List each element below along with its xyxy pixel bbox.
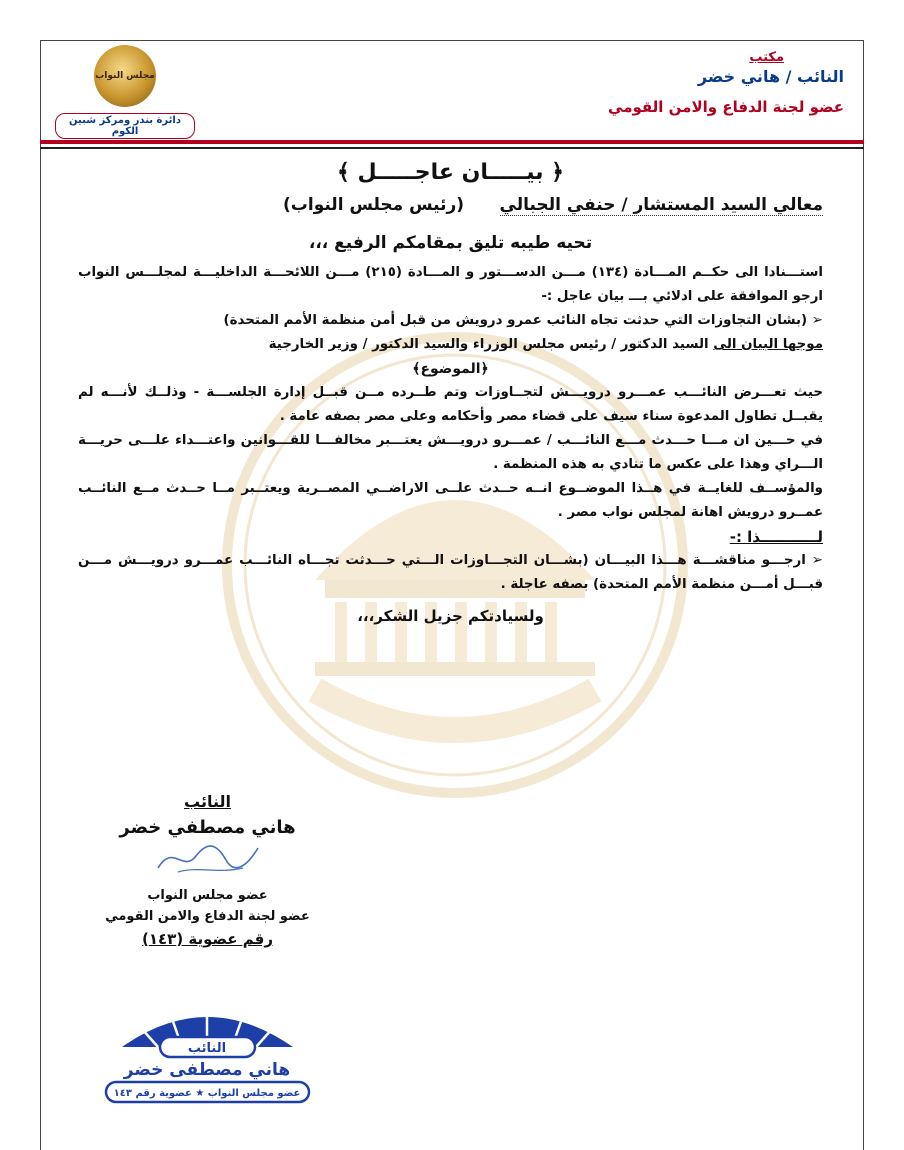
addressee-line (78, 195, 823, 215)
directed-to-line (78, 333, 823, 357)
header-rule-red (40, 140, 864, 144)
parliament-seal-icon (94, 45, 156, 107)
header-rule-dark (40, 147, 864, 149)
committee-label: عضو لجنة الدفاع والامن القومي (608, 98, 844, 116)
intro-paragraph: استـــنادا الى حكــم المـــادة (١٣٤) مـــن الدســـتور و المـــادة (٢١٥) مـــن اللائحـــة الداخليـــة لمجلـــس النواب ارجو الموافقة على ادلائي بـــ بيان عاجل :- (78, 265, 824, 304)
directed-label: موجها البيان الى (713, 337, 823, 352)
subject-heading: ﴿الموضوع﴾ (412, 361, 489, 377)
signature-role: النائب (184, 792, 231, 811)
district-badge: دائرة بندر ومركز شبين الكوم (55, 113, 195, 139)
seal-text: مجلس النواب (95, 71, 155, 81)
letter-body (78, 160, 823, 625)
directed-to: السيد الدكتور / رئيس مجلس الوزراء والسيد الدكتور / وزير الخارجية (268, 337, 709, 352)
stamp-footer: عضو مجلس النواب ★ عضوية رقم ١٤٣ (113, 1088, 301, 1099)
handwritten-signature-icon (148, 838, 268, 878)
addressee-name: معالي السيد المستشار / حنفي الجبالي (499, 195, 823, 215)
subject-paragraph-2: في حـــين ان مـــا حـــدث مـــع النائـــب / عمـــرو درويـــش يعتـــبر مخالفـــا للقـــوانين واعتـــداء علـــى حريـــة الـــراي وهذا على عكس ما تنادي به هذه المنظمة . (78, 433, 823, 472)
letterhead-seal-block (55, 45, 195, 139)
greeting: تحيه طيبه تليق بمقامكم الرفيع ،،، (308, 233, 593, 253)
deputy-name: النائب / هاني خضر (697, 67, 844, 86)
signature-committee: عضو لجنة الدفاع والامن القومي (105, 909, 310, 924)
stamp-name: هاني مصطفى خضر (123, 1060, 291, 1080)
stamp-role: النائب (187, 1041, 227, 1056)
signature-name: هاني مصطفي خضر (119, 817, 296, 838)
subject-paragraph-3: والمؤســف للغايــة في هــذا الموضــوع انــه حــدث علــى الاراضــي المصــرية ويعتــبر مــا حــدث مــع النائــب عمــرو درويش اهانة لمجلس نواب مصر . (78, 481, 823, 520)
letterhead-office (584, 50, 844, 116)
therefore-heading: لـــــــــــذا :- (729, 528, 823, 546)
request-bullet: ➢ ارجـــو مناقشـــة هـــذا البيـــان (بشـــان التجـــاوزات الـــتي حـــدثت تجـــاه النائـــب عمـــرو درويـــش مـــن قبـــل أمـــن منظمة الأمم المتحدة) بصفه عاجلة . (78, 553, 823, 592)
office-label: مكتب (749, 50, 784, 65)
subject-paragraph-1: حيث تعـــرض النائـــب عمـــرو درويـــش لتجــاوزات وتم طــرده مــن قبــل إدارة الجلســـة - وذلــك لأنـــه لم يقبــل تطاول المدعوة سناء سيف على قضاء مصر وأحكامه وعلى مصر بصفه عامة . (78, 385, 823, 424)
addressee-role: (رئيس مجلس النواب) (283, 195, 465, 215)
signature-membership: رقم عضوية (١٤٣) (141, 930, 273, 948)
topic-bullet: ➢ (بشان التجاوزات التي حدثت تجاه النائب عمرو درويش من قبل أمن منظمة الأمم المتحدة) (223, 313, 823, 328)
letter-title: ﴿ بيـــــان عاجـــــل ﴾ (336, 160, 564, 185)
official-stamp-icon (100, 995, 315, 1107)
closing-line: ولسيادتكم جزيل الشكر،،، (357, 607, 544, 625)
signature-member: عضو مجلس النواب (147, 888, 268, 903)
signature-block (95, 792, 320, 948)
